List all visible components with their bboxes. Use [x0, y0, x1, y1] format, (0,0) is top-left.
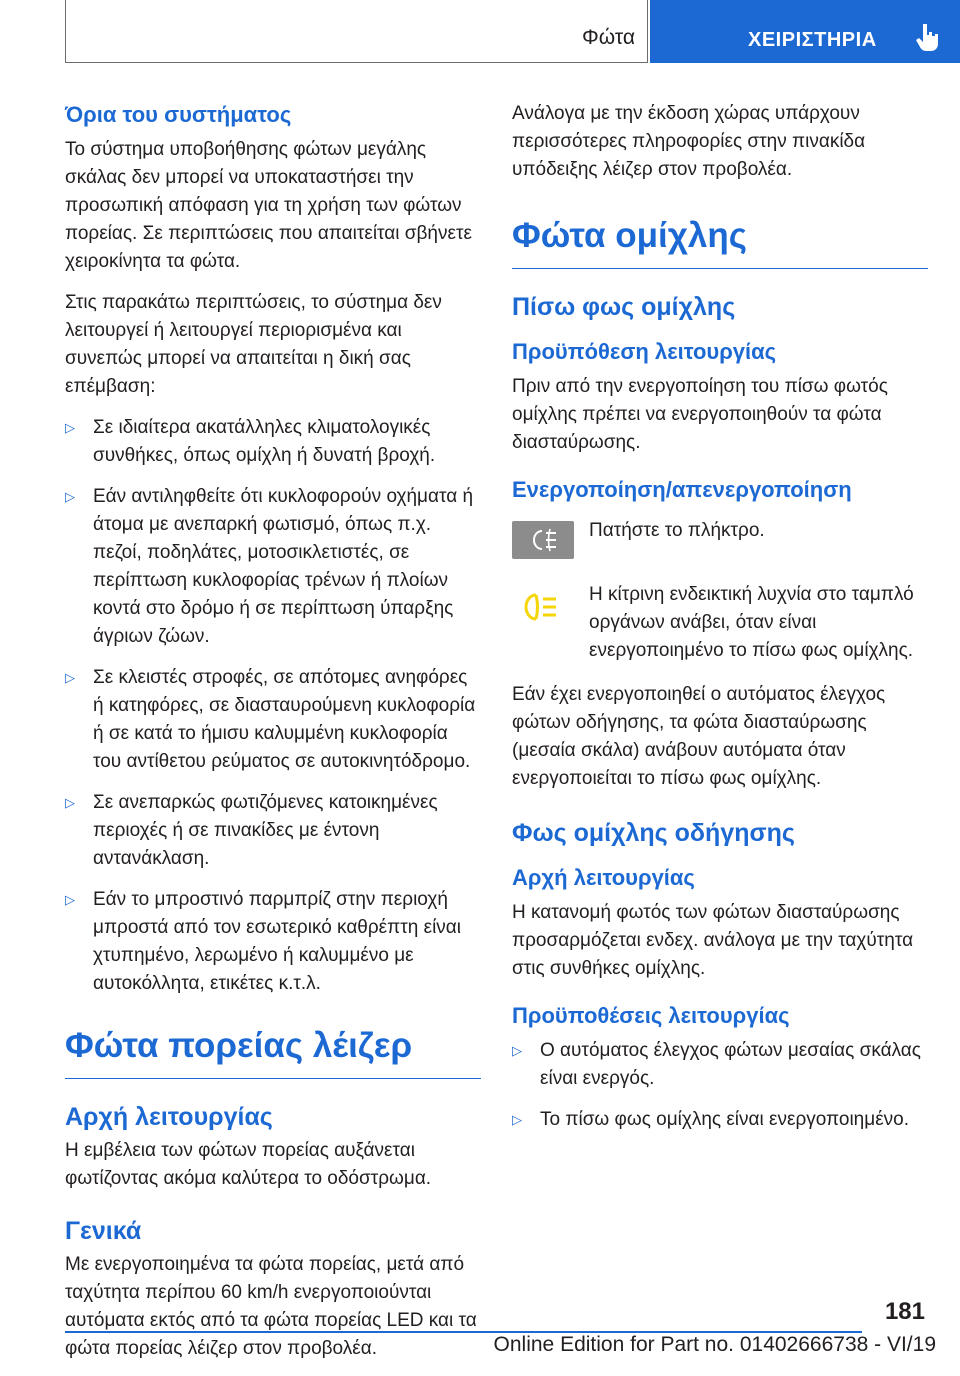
paragraph-prerequisite: Πριν από την ενεργοποίηση του πίσω φωτός ομίχλης πρέπει να ενεργοποιηθούν τα φώτα διασταύρωσης.	[512, 376, 888, 453]
list-item-text: Σε ανεπαρκώς φωτιζόμενες κατοικημένες περιοχές ή σε πινακίδες με έντονη αντανάκλαση.	[93, 792, 438, 869]
triangle-bullet-icon: ▷	[65, 670, 75, 685]
list-item	[512, 1106, 928, 1134]
list-item-text: Σε ιδιαίτερα ακατάλληλες κλιματολογικές συνθήκες, όπως ομίχλη ή δυνατή βροχή.	[93, 417, 436, 466]
left-column	[65, 100, 481, 1376]
list-item	[65, 789, 481, 873]
paragraph-principle: Η εμβέλεια των φώτων πορείας αυξάνεται φωτίζοντας ακόμα καλύτερα το οδόστρωμα.	[65, 1140, 432, 1189]
press-button-row	[512, 511, 928, 565]
indicator-row	[512, 581, 928, 665]
triangle-bullet-icon: ▷	[65, 420, 75, 435]
page-number: 181	[884, 1298, 925, 1325]
list-item	[65, 414, 481, 470]
heading-principle: Αρχή λειτουργίας	[65, 1103, 273, 1131]
footer-edition: Online Edition for Part no. 01402666738 - VI/19	[493, 1333, 936, 1356]
right-column	[512, 100, 928, 1147]
header-section-box	[65, 0, 648, 63]
triangle-bullet-icon: ▷	[65, 892, 75, 907]
list-item-text: Εάν το μπροστινό παρμπρίζ στην περιοχή μπροστά από τον εσωτερικό καθρέπτη είναι χτυπημένο, λερωμένο ή καλυμμένο με αυτοκόλλητα, ετικέτες κ.τ.λ.	[93, 889, 462, 994]
paragraph-press-button: Πατήστε το πλήκτρο.	[589, 520, 765, 541]
list-item-text: Το πίσω φως ομίχλης είναι ενεργοποιημένο.	[540, 1109, 910, 1130]
header-chapter-tab[interactable]	[650, 0, 960, 63]
rear-fog-indicator-icon	[516, 587, 560, 627]
heading-on-off: Ενεργοποίηση/απενεργοποίηση	[512, 477, 852, 502]
heading-principle-2: Αρχή λειτουργίας	[512, 865, 695, 890]
list-item	[512, 1037, 928, 1093]
header-chapter-label: ΧΕΙΡΙΣΤΗΡΙΑ	[748, 29, 877, 51]
list-item-text: Εάν αντιληφθείτε ότι κυκλοφορούν οχήματα ή άτομα με ανεπαρκή φωτισμό, όπως π.χ. πεζοί, ποδηλάτες, μοτοσικλετιστές, σε περίπτωση κυκλοφορίας τρένων ή πλοίων κοντά στο δρόμο ή σε περίπτωση ύπαρξης άγριων ζώων.	[93, 486, 474, 647]
paragraph-cases: Στις παρακάτω περιπτώσεις, το σύστημα δεν λειτουργεί ή λειτουργεί περιορισμένα και συνεπώς μπορεί να απαιτείται η δική σας επέμβαση:	[65, 292, 442, 397]
list-item	[65, 886, 481, 998]
list-item-text: Ο αυτόματος έλεγχος φώτων μεσαίας σκάλας είναι ενεργός.	[540, 1040, 921, 1089]
triangle-bullet-icon: ▷	[65, 795, 75, 810]
triangle-bullet-icon: ▷	[512, 1112, 522, 1127]
heading-system-limits: Όρια του συστήματος	[65, 102, 292, 127]
heading-prerequisite: Προϋπόθεση λειτουργίας	[512, 339, 777, 364]
paragraph-indicator: Η κίτρινη ενδεικτική λυχνία στο ταμπλό οργάνων ανάβει, όταν είναι ενεργοποιημένο το πίσω φως ομίχλης.	[589, 584, 914, 661]
list-item	[65, 483, 481, 651]
heading-fog-lights: Φώτα ομίχλης	[512, 214, 928, 269]
triangle-bullet-icon: ▷	[512, 1043, 522, 1058]
heading-prerequisites: Προϋποθέσεις λειτουργίας	[512, 1003, 790, 1028]
list-item-text: Σε κλειστές στροφές, σε απότομες ανηφόρες ή κατηφόρες, σε διασταυρούμενη κυκλοφορία ή σε κατά το ήμισυ καλυμμένη κυκλοφορία του αντίθετου ρεύματος σε αυτοκινητόδρομο.	[93, 667, 476, 772]
paragraph-country-info: Ανάλογα με την έκδοση χώρας υπάρχουν περισσότερες πληροφορίες στην πινακίδα υπόδειξης λέιζερ στον προβολέα.	[512, 103, 866, 180]
paragraph-distribution: Η κατανομή φωτός των φώτων διασταύρωσης προσαρμόζεται ενδεχ. ανάλογα με την ταχύτητα στις συνθήκες ομίχλης.	[512, 902, 914, 979]
hand-pointer-icon	[914, 22, 942, 52]
triangle-bullet-icon: ▷	[65, 489, 75, 504]
header-section-title: Φώτα	[582, 26, 635, 49]
limits-list	[65, 414, 481, 998]
list-item	[65, 664, 481, 776]
heading-laser-lights: Φώτα πορείας λέιζερ	[65, 1024, 481, 1079]
prerequisites-list	[512, 1037, 928, 1134]
paragraph-limits: Το σύστημα υποβοήθησης φώτων μεγάλης σκάλας δεν μπορεί να υποκαταστήσει την προσωπική απόφαση για τη χρήση των φώτων πορείας. Σε περιπτώσεις που απαιτείται σβήνετε χειροκίνητα τα φώτα.	[65, 139, 472, 272]
paragraph-auto: Εάν έχει ενεργοποιηθεί ο αυτόματος έλεγχος φώτων οδήγησης, τα φώτα διασταύρωσης (μεσαία σκάλα) ανάβουν αυτόματα όταν ενεργοποιείται το πίσω φως ομίχλης.	[512, 684, 886, 789]
heading-driving-fog: Φως ομίχλης οδήγησης	[512, 819, 795, 847]
paragraph-general: Με ενεργοποιημένα τα φώτα πορείας, μετά από ταχύτητα περίπου 60 km/h ενεργοποιούνται αυτόματα εκτός από τα φώτα πορείας LED και τα φώτα πορείας λέιζερ στον προβολέα.	[65, 1254, 477, 1359]
rear-fog-button-icon[interactable]	[512, 521, 574, 559]
heading-general: Γενικά	[65, 1217, 142, 1245]
rear-fog-symbol-icon	[512, 521, 574, 559]
heading-rear-fog: Πίσω φως ομίχλης	[512, 293, 736, 321]
